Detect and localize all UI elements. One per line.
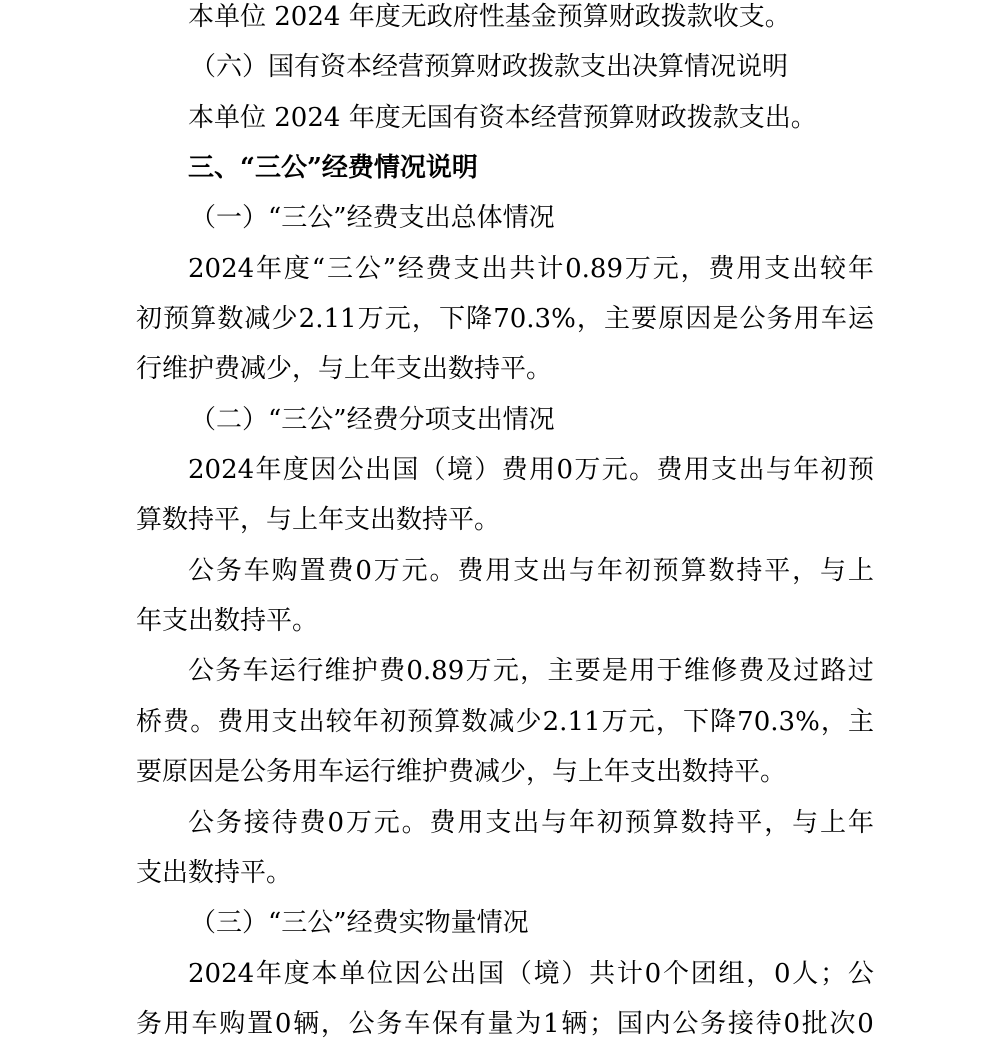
paragraph-line: 本单位 2024 年度无政府性基金预算财政拨款收支。: [188, 2, 791, 32]
section-heading: （一）“三公”经费支出总体情况: [190, 203, 555, 233]
paragraph-line: 公 务 车 购 置 费 0 万 元 。 费 用 支 出 与 年 初 预 算 数 持 平 ， 与 上: [188, 556, 874, 586]
paragraph-line: 2024 年 度 因 公 出 国 （ 境 ） 费 用 0 万 元 。 费 用 支 出 与 年 初 预: [188, 455, 874, 485]
section-heading: （六）国有资本经营预算财政拨款支出决算情况说明: [190, 52, 789, 82]
paragraph-line: 年支出数持平。: [136, 606, 319, 636]
paragraph-line: 本单位 2024 年度无国有资本经营预算财政拨款支出。: [188, 103, 817, 133]
paragraph-line: 2024 年 度 “ 三 公 ” 经 费 支 出 共 计 0.89 万 元 ， 费 用 支 出 较 年: [188, 254, 874, 284]
paragraph-line: 算数持平，与上年支出数持平。: [136, 505, 501, 535]
paragraph-line: 行维护费减少，与上年支出数持平。: [136, 354, 553, 384]
paragraph-line: 初 预 算 数 减 少 2.11 万 元 ， 下 降 70.3% ， 主 要 原 因 是 公 务 用 车 运: [136, 304, 874, 334]
section-heading: （二）“三公”经费分项支出情况: [190, 405, 555, 435]
paragraph-line: 支出数持平。: [136, 858, 293, 888]
paragraph-line: 公 务 接 待 费 0 万 元 。 费 用 支 出 与 年 初 预 算 数 持 平 ， 与 上 年: [188, 808, 874, 838]
paragraph-line: 桥 费 。 费 用 支 出 较 年 初 预 算 数 减 少 2.11 万 元 ， 下 降 70.3% ， 主: [136, 707, 874, 737]
section-heading: 三、“三公”经费情况说明: [188, 153, 478, 183]
paragraph-line: 2024 年 度 本 单 位 因 公 出 国 （ 境 ） 共 计 0 个 团 组 ， 0 人 ； 公: [188, 959, 874, 989]
paragraph-line: 公 务 车 运 行 维 护 费 0.89 万 元 ， 主 要 是 用 于 维 修 费 及 过 路 过: [188, 656, 874, 686]
paragraph-line: 务 用 车 购 置 0 辆 ， 公 务 车 保 有 量 为 1 辆 ； 国 内 公 务 接 待 0 批 次 0: [136, 1009, 874, 1039]
paragraph-line: 要原因是公务用车运行维护费减少，与上年支出数持平。: [136, 757, 787, 787]
section-heading: （三）“三公”经费实物量情况: [190, 908, 529, 938]
